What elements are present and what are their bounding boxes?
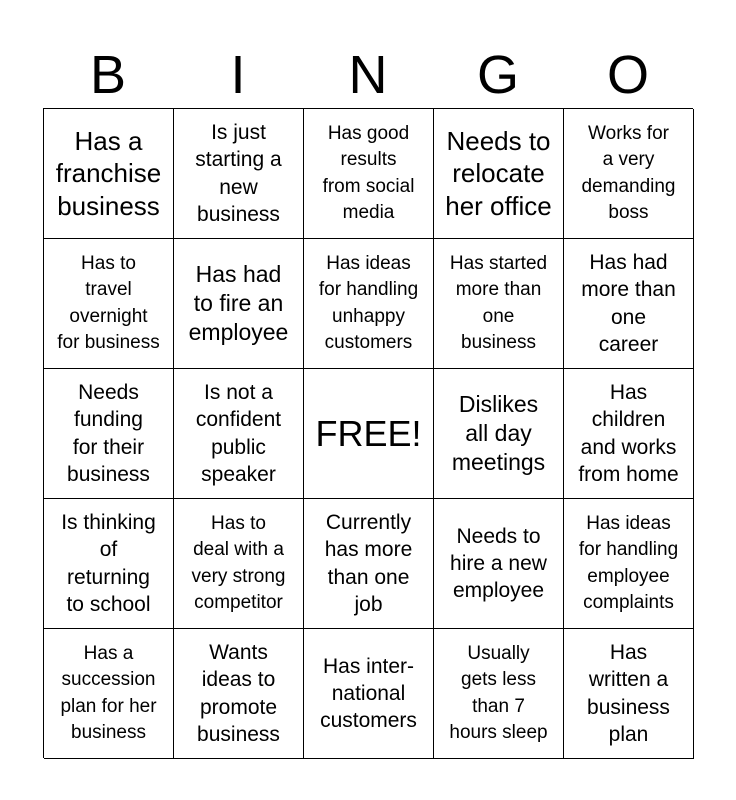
bingo-cell[interactable] [174, 109, 304, 239]
free-space-label: FREE! [315, 412, 422, 454]
bingo-cell[interactable] [304, 109, 434, 239]
cell-text: Wants ideas to promote business [197, 640, 280, 746]
bingo-cell[interactable] [564, 499, 694, 629]
cell-text: Has had more than one career [581, 250, 676, 356]
header-letter-n: N [348, 45, 388, 105]
cell-text: Has ideas for handling unhappy customers [318, 253, 419, 353]
cell-text: Needs to relocate her office [445, 125, 552, 221]
cell-text: Has good results from social media [322, 123, 415, 223]
bingo-cell[interactable] [174, 369, 304, 499]
header-letter-i: I [230, 45, 246, 105]
header-letter-g: G [476, 45, 519, 105]
cell-text: Dislikes all day meetings [451, 391, 546, 475]
cell-text: Needs funding for their business [67, 380, 150, 486]
cell-text: Has written a business plan [587, 640, 670, 746]
bingo-cell[interactable] [44, 499, 174, 629]
bingo-cell[interactable] [174, 499, 304, 629]
bingo-cell[interactable] [564, 109, 694, 239]
bingo-board [43, 108, 693, 758]
bingo-cell[interactable] [434, 369, 564, 499]
bingo-cell[interactable] [434, 109, 564, 239]
bingo-cell[interactable] [44, 109, 174, 239]
cell-text: Has to deal with a very strong competitor [191, 513, 286, 613]
bingo-cell[interactable] [564, 629, 694, 759]
cell-text: Has started more than one business [449, 253, 548, 353]
bingo-cell[interactable] [304, 499, 434, 629]
cell-text: Is not a confident public speaker [195, 380, 282, 486]
cell-text: Has ideas for handling employee complaints [578, 513, 679, 613]
cell-text: Works for a very demanding boss [581, 123, 676, 223]
free-space-cell[interactable] [304, 369, 434, 499]
cell-text: Has had to fire an employee [188, 261, 289, 345]
bingo-cell[interactable] [434, 629, 564, 759]
cell-text: Has a franchise business [55, 125, 162, 221]
bingo-cell[interactable] [304, 239, 434, 369]
cell-text: Has a succession plan for her business [60, 643, 157, 743]
cell-text: Has inter- national customers [320, 654, 417, 733]
bingo-cell[interactable] [44, 239, 174, 369]
cell-text: Usually gets less than 7 hours sleep [449, 643, 548, 743]
header-letter-o: O [606, 45, 649, 105]
cell-text: Has to travel overnight for business [57, 253, 160, 353]
bingo-cell[interactable] [174, 239, 304, 369]
bingo-cell[interactable] [434, 499, 564, 629]
header-letter-b: B [89, 45, 127, 105]
cell-text: Is thinking of returning to school [61, 510, 156, 616]
bingo-cell[interactable] [44, 629, 174, 759]
bingo-cell[interactable] [434, 239, 564, 369]
bingo-cell[interactable] [174, 629, 304, 759]
cell-text: Currently has more than one job [324, 510, 413, 616]
cell-text: Is just starting a new business [195, 120, 282, 226]
bingo-header [43, 42, 693, 108]
bingo-cell[interactable] [44, 369, 174, 499]
bingo-cell[interactable] [564, 239, 694, 369]
cell-text: Needs to hire a new employee [450, 524, 547, 603]
bingo-cell[interactable] [564, 369, 694, 499]
bingo-cell[interactable] [304, 629, 434, 759]
cell-text: Has children and works from home [578, 380, 679, 486]
